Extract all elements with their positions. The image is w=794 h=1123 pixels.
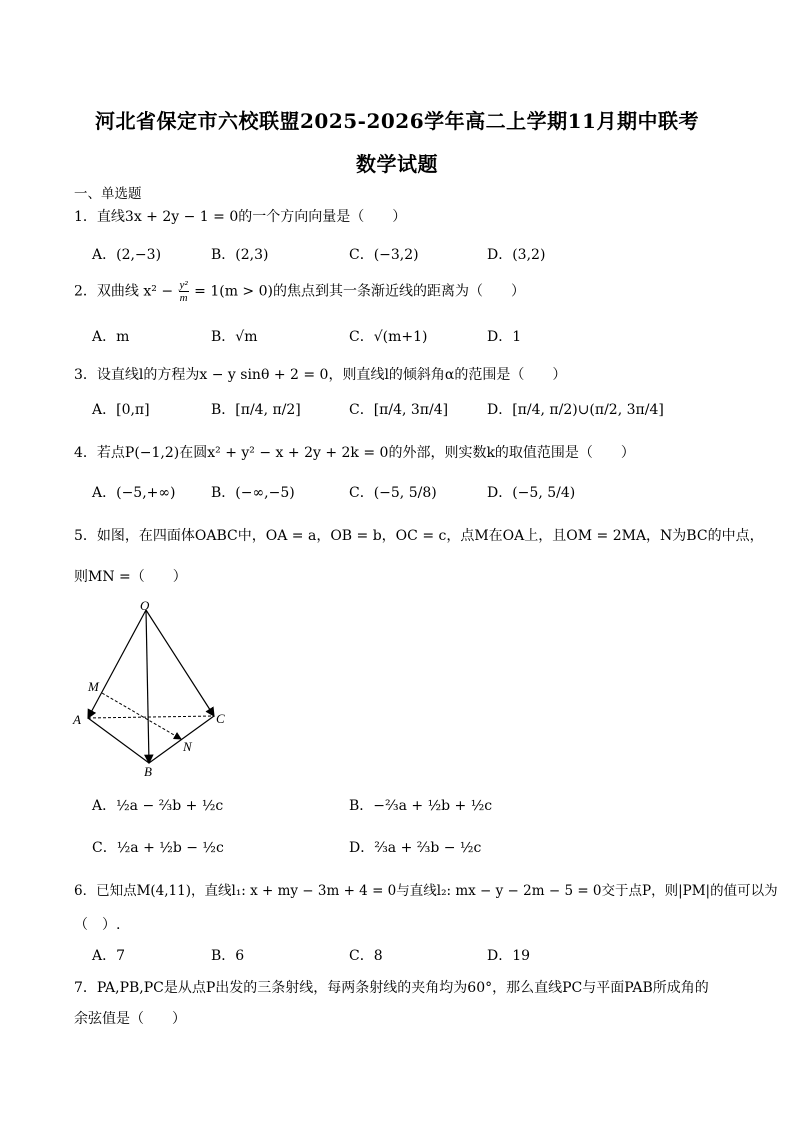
q4-stem: 4．若点P(−1,2)在圆x² + y² − x + 2y + 2k = 0的外部，则实数k的取值范围是（ ） [74,445,635,461]
q3-stem: 3．设直线l的方程为x − y sinθ + 2 = 0，则直线l的倾斜角α的范围是（ ） [74,367,567,383]
q2-stem-a: 2．双曲线 x² − [74,283,174,300]
q6-option-c: C．8 [349,948,383,964]
q3-option-c: C．[π/4, 3π/4] [349,402,449,418]
label-c: C [216,711,225,726]
label-b: B [144,764,152,779]
q1-option-b: B．(2,3) [211,247,269,263]
vector-mn [102,693,181,739]
q6-option-b: B．6 [211,948,245,964]
q6-stem: 6．已知点M(4,11)，直线l₁: x + my − 3m + 4 = 0与直线l₂: mx − y − 2m − 5 = 0交于点P，则|PM|的值可以为 [74,883,778,899]
q5-option-d: D．⅔a + ⅔b − ½c [349,840,482,856]
q3-option-d: D．[π/4, π/2)∪(π/2, 3π/4] [487,402,664,418]
section-heading: 一、单选题 [74,186,142,202]
q1-option-a: A．(2,−3) [92,247,162,263]
q2-option-d: D．1 [487,329,522,345]
q1-option-c: C．(−3,2) [349,247,419,263]
q5-option-b: B．−⅔a + ½b + ½c [349,798,493,814]
q6-option-d: D．19 [487,948,531,964]
q2-option-a: A．m [92,329,130,345]
label-a: A [73,712,81,727]
q5-stem2: 则MN =（ ） [74,569,187,585]
q4-option-a: A．(−5,+∞) [92,485,176,501]
q7-stem2: 余弦值是（ ） [74,1011,186,1027]
q5-option-a: A．½a − ⅔b + ½c [92,798,224,814]
q4-option-c: C．(−5, 5/8) [349,485,437,501]
q3-option-a: A．[0,π] [92,402,150,418]
q3-option-b: B．[π/4, π/2] [211,402,301,418]
tetrahedron-figure [70,598,240,783]
q2-option-b: B．√m [211,329,258,345]
title-line2: 数学试题 [356,152,438,176]
q5-stem: 5．如图，在四面体OABC中，OA = a，OB = b，OC = c，点M在OA上，且OM = 2MA，N为BC的中点， [74,528,764,544]
edge-bc [149,716,214,763]
label-o: O [140,598,150,613]
title-line1: 河北省保定市六校联盟2025-2026学年高二上学期11月期中联考 [95,109,699,133]
edge-ab [88,718,149,763]
q4-option-b: B．(−∞,−5) [211,485,295,501]
q2-stem [74,279,525,304]
q4-option-d: D．(−5, 5/4) [487,485,576,501]
q2-fraction: $\frac{\text{y²}}{m}$ [179,279,188,304]
label-m: M [88,679,99,694]
q5-option-c: C．½a + ½b − ½c [92,840,224,856]
q1-option-d: D．(3,2) [487,247,546,263]
q2-option-c: C．√(m+1) [349,329,428,345]
edge-ac-hidden [88,716,214,718]
edge-oc [146,610,214,716]
label-n: N [183,739,192,754]
q6-option-a: A．7 [92,948,126,964]
q1-stem: 1．直线3x + 2y − 1 = 0的一个方向向量是（ ） [74,209,407,225]
edge-ob [146,610,149,763]
q6-stem2: （ ）. [74,917,121,933]
q7-stem: 7．PA,PB,PC是从点P出发的三条射线，每两条射线的夹角均为60°，那么直线PC与平面PAB所成角的 [74,980,709,996]
q2-stem-b: = 1(m > 0)的焦点到其一条渐近线的距离为（ ） [194,283,525,300]
